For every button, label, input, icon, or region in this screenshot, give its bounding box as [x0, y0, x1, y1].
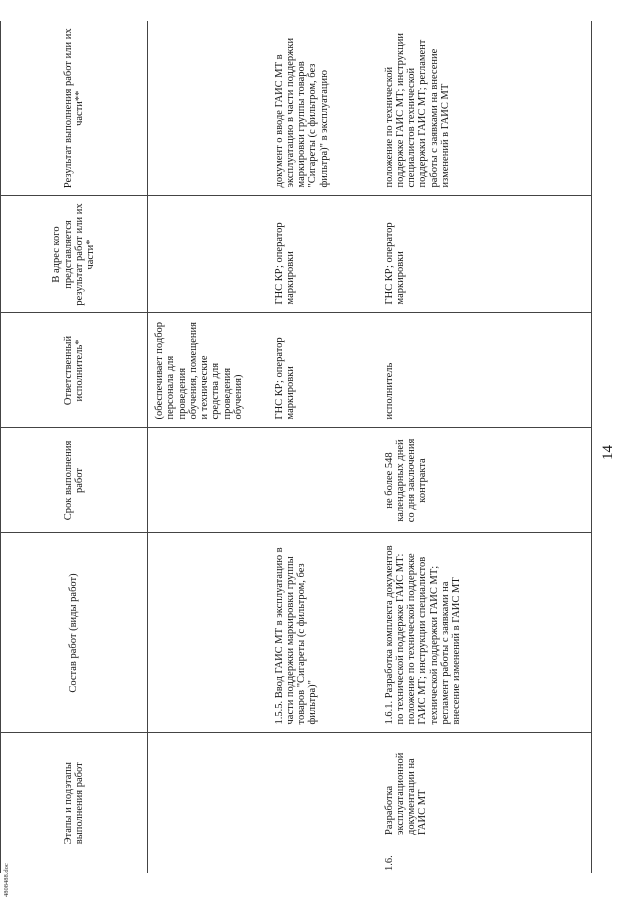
row-term: [148, 428, 268, 533]
page-number: 14: [600, 445, 616, 460]
row-result: положение по технической поддержке ГАИС МТ; инструкции специалистов технической поддержки ГАИС МТ; регламент работы с заявками на внесение изменений в ГАИС МТ: [378, 21, 592, 196]
row-stage: Разработка эксплуатационной документации на ГАИС МТ: [378, 733, 592, 843]
table-row: [378, 21, 592, 873]
row-term: не более 548 календарных дней со дня заключения контракта: [378, 428, 592, 533]
row-stage: [268, 733, 378, 843]
document-file-id: 4808488.doc: [3, 863, 10, 897]
row-work: 1.6.1. Разработка комплекта документов по технической поддержке ГАИС МТ: положение по технической поддержке ГАИС МТ; инструкции специалистов технической поддержки ГАИС МТ; регламент работы с заявками на внесение изменений в ГАИС МТ: [378, 533, 592, 733]
row-result: [148, 21, 268, 196]
header-term: Срок выполнения работ: [1, 428, 148, 533]
header-work-composition: Состав работ (виды работ): [1, 533, 148, 733]
header-responsible: Ответственный исполнитель*: [1, 313, 148, 428]
header-addressee: В адрес кого представляется результат работ или их части*: [1, 196, 148, 313]
row-result: документ о вводе ГАИС МТ в эксплуатацию в части поддержки маркировки группы товаров "Сигареты (с фильтром, без фильтра)" в эксплуатацию: [268, 21, 378, 196]
header-result: Результат выполнения работ или их части**: [1, 21, 148, 196]
row-stage: [148, 733, 268, 843]
row-number: 1.6.: [378, 843, 592, 873]
row-responsible: ГНС КР; оператор маркировки: [268, 313, 378, 428]
table-header-row: [1, 21, 148, 873]
work-schedule-table: [0, 21, 592, 873]
row-addressee: ГНС КР; оператор маркировки: [378, 196, 592, 313]
row-addressee: [148, 196, 268, 313]
row-addressee: ГНС КР; оператор маркировки: [268, 196, 378, 313]
header-stages: Этапы и подэтапы выполнения работ: [1, 733, 148, 873]
table-row: [148, 21, 268, 873]
row-number: [148, 843, 268, 873]
row-term: [268, 428, 378, 533]
row-work: 1.5.5. Ввод ГАИС МТ в эксплуатацию в части поддержки маркировки группы товаров "Сигареты (с фильтром, без фильтра)": [268, 533, 378, 733]
table-row: [268, 21, 378, 873]
row-work: [148, 533, 268, 733]
row-responsible: (обеспечивает подбор персонала для проведения обучения, помещения и технические средства для проведения обучения): [148, 313, 268, 428]
row-number: [268, 843, 378, 873]
row-responsible: исполнитель: [378, 313, 592, 428]
